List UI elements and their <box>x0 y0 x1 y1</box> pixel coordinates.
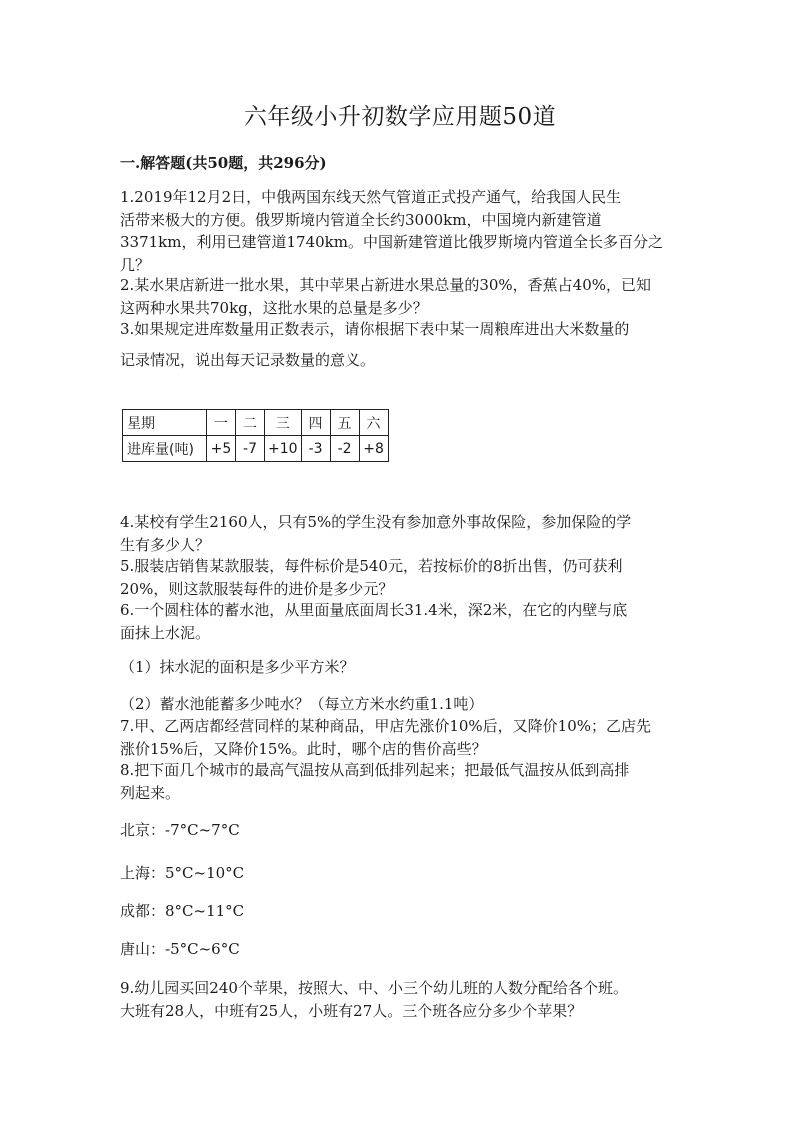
question-1 <box>120 186 690 276</box>
page-title: 六年级小升初数学应用题50道 <box>243 104 557 130</box>
question-line: 4.某校有学生2160人，只有5%的学生没有参加意外事故保险，参加保险的学 <box>120 513 632 531</box>
question-line: 6.一个圆柱体的蓄水池，从里面量底面周长31.4米，深2米，在它的内壁与底 <box>120 601 628 619</box>
question-line: 20%，则这款服装每件的进价是多少元？ <box>120 579 394 598</box>
question-line: 几？ <box>120 255 151 274</box>
section-heading: 一.解答题(共50题，共296分) <box>120 154 327 172</box>
table-cell: 一 <box>207 410 236 436</box>
question-4 <box>120 511 690 556</box>
question-3-cont <box>120 349 690 372</box>
table-cell: +8 <box>359 436 388 462</box>
grain-table <box>122 409 389 462</box>
table-cell: -3 <box>301 436 330 462</box>
question-line: 7.甲、乙两店都经营同样的某种商品，甲店先涨价10%后，又降价10%；乙店先 <box>120 717 651 735</box>
question-3 <box>120 318 690 341</box>
question-line: 3.如果规定进库数量用正数表示，请你根据下表中某一周粮库进出大米数量的 <box>120 320 630 338</box>
question-line: 大班有28人，中班有25人，小班有27人。三个班各应分多少个苹果？ <box>120 1001 583 1020</box>
city-temp-tangshan: 唐山：-5°C~6°C <box>120 940 240 958</box>
question-7 <box>120 715 690 760</box>
question-line: 3371km，利用已建管道1740km。中国新建管道比俄罗斯境内管道全长多百分之 <box>120 233 663 251</box>
table-cell: -2 <box>330 436 359 462</box>
question-line: 2.某水果店新进一批水果，其中苹果占新进水果总量的30%，香蕉占40%，已知 <box>120 276 651 294</box>
table-cell: 星期 <box>123 410 207 436</box>
question-line: 涨价15%后，又降价15%。此时，哪个店的售价高些？ <box>120 739 487 758</box>
question-5 <box>120 555 690 600</box>
question-line: 1.2019年12月2日，中俄两国东线天然气管道正式投产通气，给我国人民生 <box>120 188 622 206</box>
table-cell: 六 <box>359 410 388 436</box>
table-header-row <box>123 410 389 436</box>
table-cell: +10 <box>265 436 302 462</box>
question-line: 9.幼儿园买回240个苹果，按照大、中、小三个幼儿班的人数分配给各个班。 <box>120 979 628 997</box>
table-cell: +5 <box>207 436 236 462</box>
question-6-part-2: （2）蓄水池能蓄多少吨水？（每立方米水约重1.1吨） <box>120 695 484 713</box>
question-6-part-1: （1）抹水泥的面积是多少平方米？ <box>120 658 355 676</box>
question-line: 生有多少人？ <box>120 535 211 554</box>
question-2 <box>120 274 690 319</box>
question-6 <box>120 599 690 644</box>
question-line: 活带来极大的方便。俄罗斯境内管道全长约3000km，中国境内新建管道 <box>120 210 602 229</box>
table-cell: 二 <box>236 410 265 436</box>
city-temp-beijing: 北京：-7°C~7°C <box>120 821 240 839</box>
table-cell: 进库量(吨) <box>123 436 207 462</box>
question-line: 列起来。 <box>120 783 181 802</box>
question-line: 记录情况，说出每天记录数量的意义。 <box>120 351 376 369</box>
city-temp-shanghai: 上海：5°C~10°C <box>120 864 245 882</box>
question-line: 5.服装店销售某款服装，每件标价是540元，若按标价的8折出售，仍可获利 <box>120 557 623 575</box>
question-9 <box>120 977 690 1022</box>
table-cell: -7 <box>236 436 265 462</box>
table-row <box>123 436 389 462</box>
table-cell: 五 <box>330 410 359 436</box>
table-cell: 三 <box>265 410 302 436</box>
question-line: 面抹上水泥。 <box>120 623 211 642</box>
city-temp-chengdu: 成都：8°C~11°C <box>120 902 245 920</box>
question-8 <box>120 759 690 804</box>
question-line: 这两种水果共70kg，这批水果的总量是多少？ <box>120 298 428 317</box>
table-cell: 四 <box>301 410 330 436</box>
question-line: 8.把下面几个城市的最高气温按从高到低排列起来；把最低气温按从低到高排 <box>120 761 630 779</box>
